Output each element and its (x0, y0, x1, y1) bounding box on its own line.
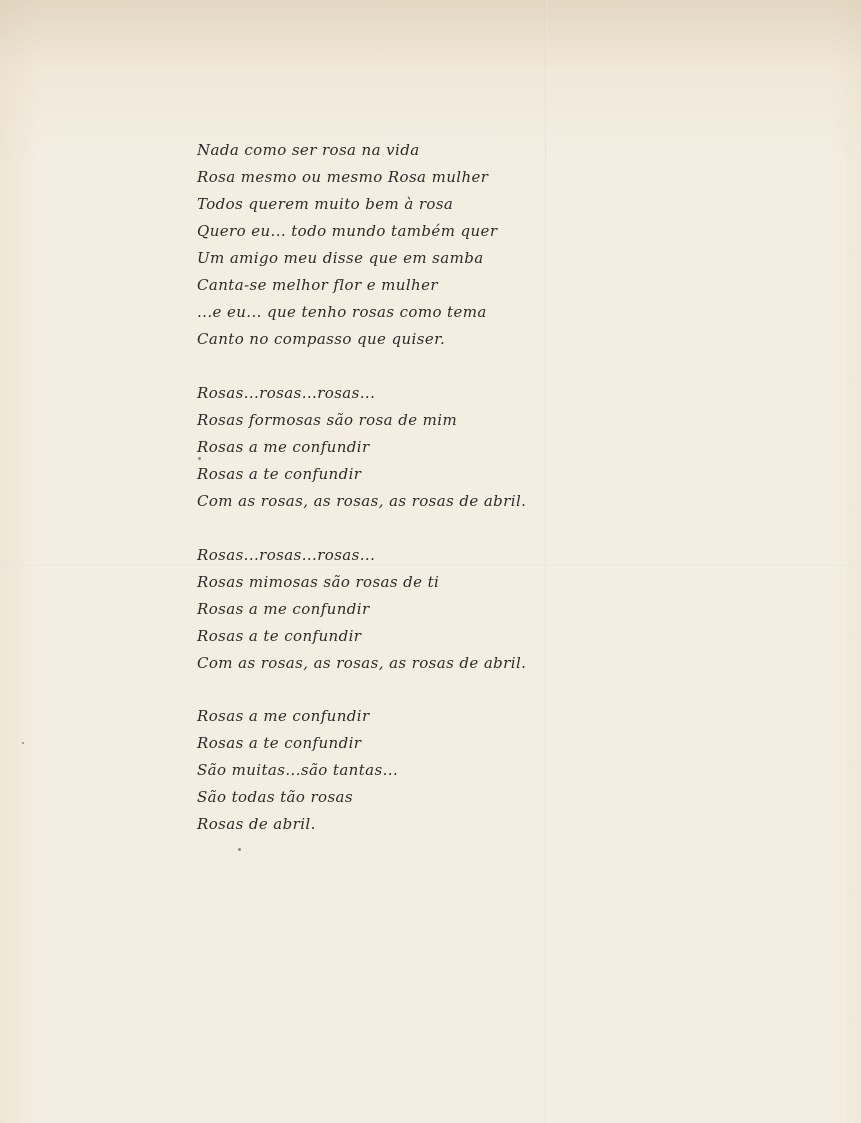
lyric-line: São muitas...são tantas... (197, 761, 399, 779)
lyric-line: São todas tão rosas (197, 788, 353, 806)
lyric-line: ...e eu... que tenho rosas como tema (197, 303, 487, 321)
lyric-line: Rosas a te confundir (197, 465, 362, 483)
lyric-line: Rosas formosas são rosa de mim (197, 411, 458, 429)
lyric-line: Canta-se melhor flor e mulher (197, 276, 438, 294)
lyric-line: Rosa mesmo ou mesmo Rosa mulher (197, 168, 489, 186)
stanza-gap (197, 515, 557, 542)
lyric-line: Rosas mimosas são rosas de ti (197, 573, 440, 591)
lyric-line: Nada como ser rosa na vida (197, 141, 420, 159)
stanza-1 (197, 137, 557, 353)
lyric-line: Com as rosas, as rosas, as rosas de abril. (197, 492, 527, 510)
lyric-line: Todos querem muito bem à rosa (197, 195, 454, 213)
lyric-line: Rosas a te confundir (197, 734, 362, 752)
lyric-line: Um amigo meu disse que em samba (197, 249, 484, 267)
lyric-line: Rosas a me confundir (197, 707, 370, 725)
lyrics-text (197, 137, 557, 838)
ink-speck (238, 848, 241, 851)
lyric-line: Rosas...rosas...rosas... (197, 546, 376, 564)
stanza-gap (197, 677, 557, 703)
ink-speck (22, 742, 24, 744)
stanza-4 (197, 703, 557, 838)
lyric-line: Canto no compasso que quiser. (197, 330, 446, 348)
lyric-line: Rosas a me confundir (197, 438, 370, 456)
stanza-3 (197, 542, 557, 677)
stanza-gap (197, 353, 557, 380)
lyric-line: Rosas a me confundir (197, 600, 370, 618)
lyric-line: Rosas a te confundir (197, 627, 362, 645)
lyric-line: Com as rosas, as rosas, as rosas de abril. (197, 654, 527, 672)
stanza-2 (197, 380, 557, 515)
lyric-line: Rosas...rosas...rosas... (197, 384, 376, 402)
lyric-line: Rosas de abril. (197, 815, 316, 833)
lyric-line: Quero eu... todo mundo também quer (197, 222, 498, 240)
